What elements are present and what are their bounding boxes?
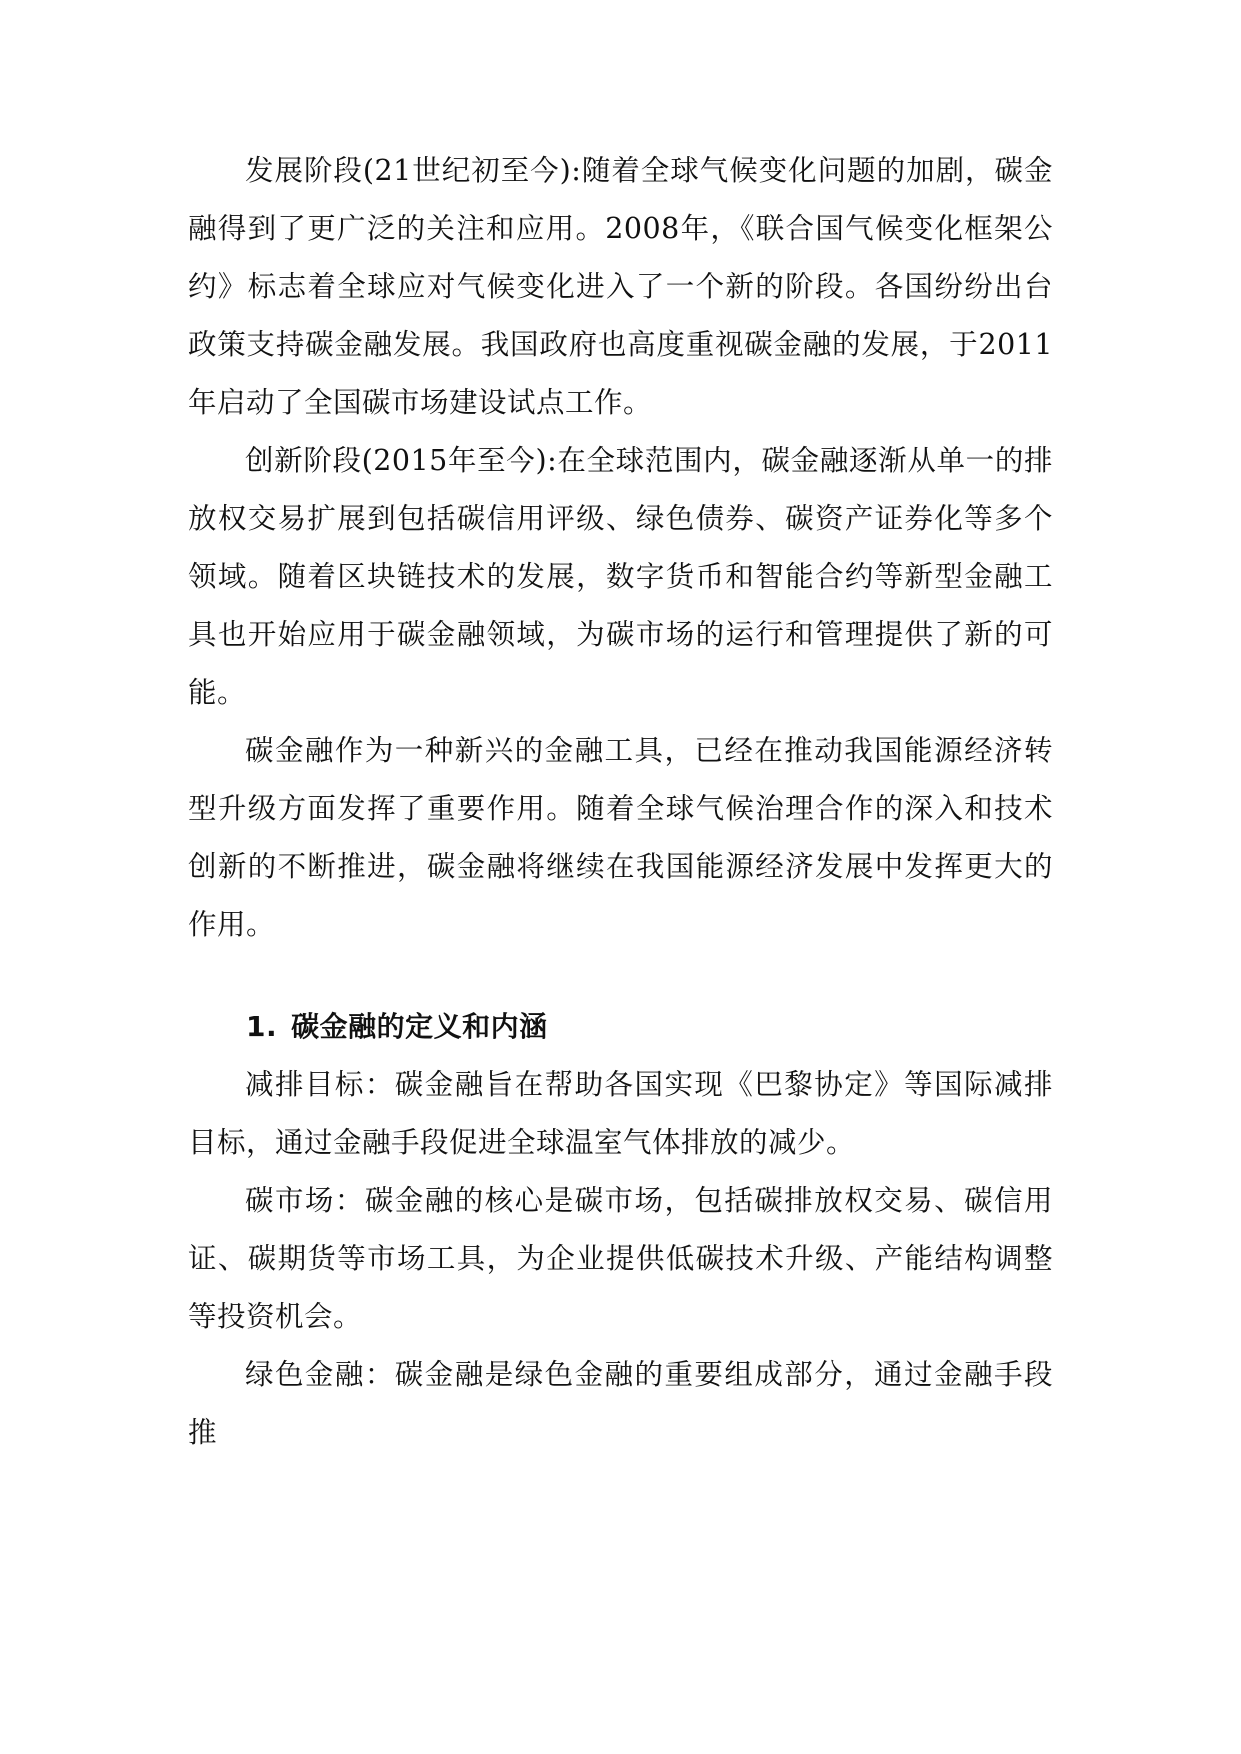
paragraph-carbon-finance-summary: 碳金融作为一种新兴的金融工具，已经在推动我国能源经济转型升级方面发挥了重要作用。随着全球气候治理合作的深入和技术创新的不断推进，碳金融将继续在我国能源经济发展中发挥更大的作用。	[188, 734, 1053, 941]
paragraph-innovation-stage: 创新阶段(2015年至今):在全球范围内，碳金融逐渐从单一的排放权交易扩展到包括碳信用评级、绿色债券、碳资产证券化等多个领域。随着区块链技术的发展，数字货币和智能合约等新型金融工具也开始应用于碳金融领域，为碳市场的运行和管理提供了新的可能。	[188, 444, 1053, 709]
section-number: 1.	[246, 1010, 278, 1043]
document-page	[188, 142, 1053, 1462]
section-heading	[188, 998, 1053, 1056]
paragraph-development-stage: 发展阶段(21世纪初至今):随着全球气候变化问题的加剧，碳金融得到了更广泛的关注和应用。2008年，《联合国气候变化框架公约》标志着全球应对气候变化进入了一个新的阶段。各国纷纷出台政策支持碳金融发展。我国政府也高度重视碳金融的发展，于2011年启动了全国碳市场建设试点工作。	[188, 154, 1053, 419]
paragraph-emission-target: 减排目标：碳金融旨在帮助各国实现《巴黎协定》等国际减排目标，通过金融手段促进全球温室气体排放的减少。	[188, 1068, 1053, 1159]
section-spacer	[188, 954, 1053, 998]
section-title: 碳金融的定义和内涵	[291, 1010, 548, 1043]
paragraph-green-finance: 绿色金融：碳金融是绿色金融的重要组成部分，通过金融手段推	[188, 1358, 1053, 1449]
paragraph-carbon-market: 碳市场：碳金融的核心是碳市场，包括碳排放权交易、碳信用证、碳期货等市场工具，为企业提供低碳技术升级、产能结构调整等投资机会。	[188, 1184, 1053, 1333]
